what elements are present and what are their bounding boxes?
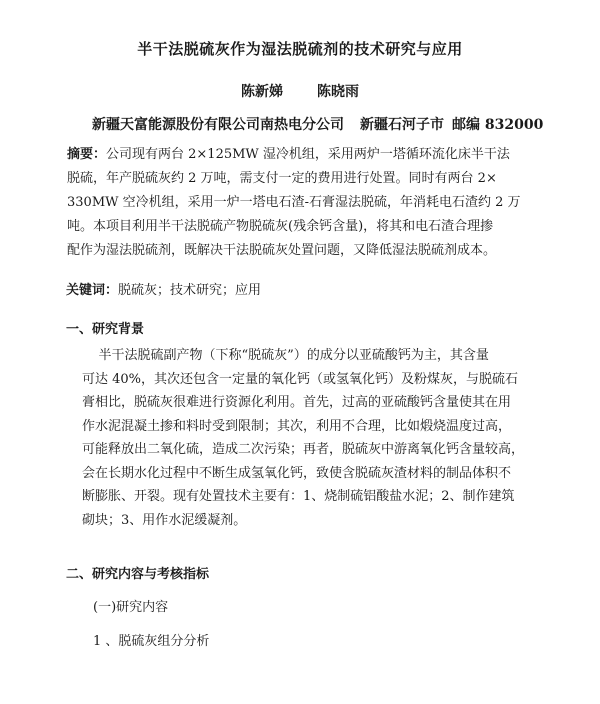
body-line: 可能释放出二氧化硫，造成二次污染；再者，脱硫灰中游离氧化钙含量较高，: [82, 442, 525, 457]
keywords-label: 关键词：: [66, 283, 119, 298]
author-name: 陈晓雨: [317, 84, 359, 100]
section-heading-background: 一、研究背景: [66, 322, 145, 337]
body-line: 会在长期水化过程中不断生成氢氧化钙，致使含脱硫灰渣材料的制品体积不: [82, 465, 512, 481]
author-name: 陈新娣: [241, 84, 283, 100]
author-list: [0, 81, 600, 101]
subsection-item: 1 、脱硫灰组分分析: [93, 634, 210, 649]
abstract-line: [67, 143, 529, 167]
section-heading-research: 二、研究内容与考核指标: [66, 567, 210, 582]
body-line: 膏相比，脱硫灰很难进行资源化利用。首先，过高的亚硫酸钙含量使其在用: [82, 395, 512, 410]
body-line: 作水泥混凝土掺和料时受到限制；其次，利用不合理，比如煅烧温度过高，: [82, 418, 512, 434]
body-line: 可达 40%，其次还包含一定量的氧化钙（或氢氧化钙）及粉煤灰，与脱硫石: [82, 371, 519, 387]
affiliation-city: 新疆石河子市: [360, 117, 444, 133]
abstract-line: 脱硫，年产脱硫灰约 2 万吨，需支付一定的费用进行处置。同时有两台 2×: [67, 171, 497, 186]
section-body-background: [82, 344, 552, 532]
affiliation: [92, 114, 543, 134]
body-line: 断膨胀、开裂。现有处置技术主要有：1、烧制硫铝酸盐水泥；2、制作建筑: [82, 489, 515, 504]
paper-title: 半干法脱硫灰作为湿法脱硫剂的技术研究与应用: [137, 40, 463, 58]
affiliation-company: 新疆天富能源股份有限公司南热电分公司: [92, 117, 344, 133]
body-line: 砌块；3、用作水泥缓凝剂。: [82, 512, 247, 528]
keywords-line: [66, 279, 261, 298]
abstract-line: 330MW 空冷机组，采用一炉一塔电石渣-石膏湿法脱硫，年消耗电石渣约 2 万: [67, 195, 521, 210]
abstract-line: 吨。本项目利用半干法脱硫产物脱硫灰(残余钙含量)，将其和电石渣合理掺: [67, 219, 494, 234]
subsection-heading: (一)研究内容: [93, 600, 169, 615]
abstract-text: 公司现有两台 2×125MW 湿冷机组，采用两炉一塔循环流化床半干法: [106, 147, 510, 162]
keywords-text: 脱硫灰；技术研究；应用: [118, 283, 262, 298]
abstract-line: 配作为湿法脱硫剂，既解决干法脱硫灰处置问题，又降低湿法脱硫剂成本。: [67, 243, 497, 258]
abstract-block: [67, 143, 529, 263]
abstract-label: 摘要：: [67, 147, 107, 162]
affiliation-postcode: 邮编 832000: [452, 117, 544, 133]
body-line: 半干法脱硫副产物（下称“脱硫灰”）的成分以亚硫酸钙为主，其含量: [82, 348, 489, 363]
